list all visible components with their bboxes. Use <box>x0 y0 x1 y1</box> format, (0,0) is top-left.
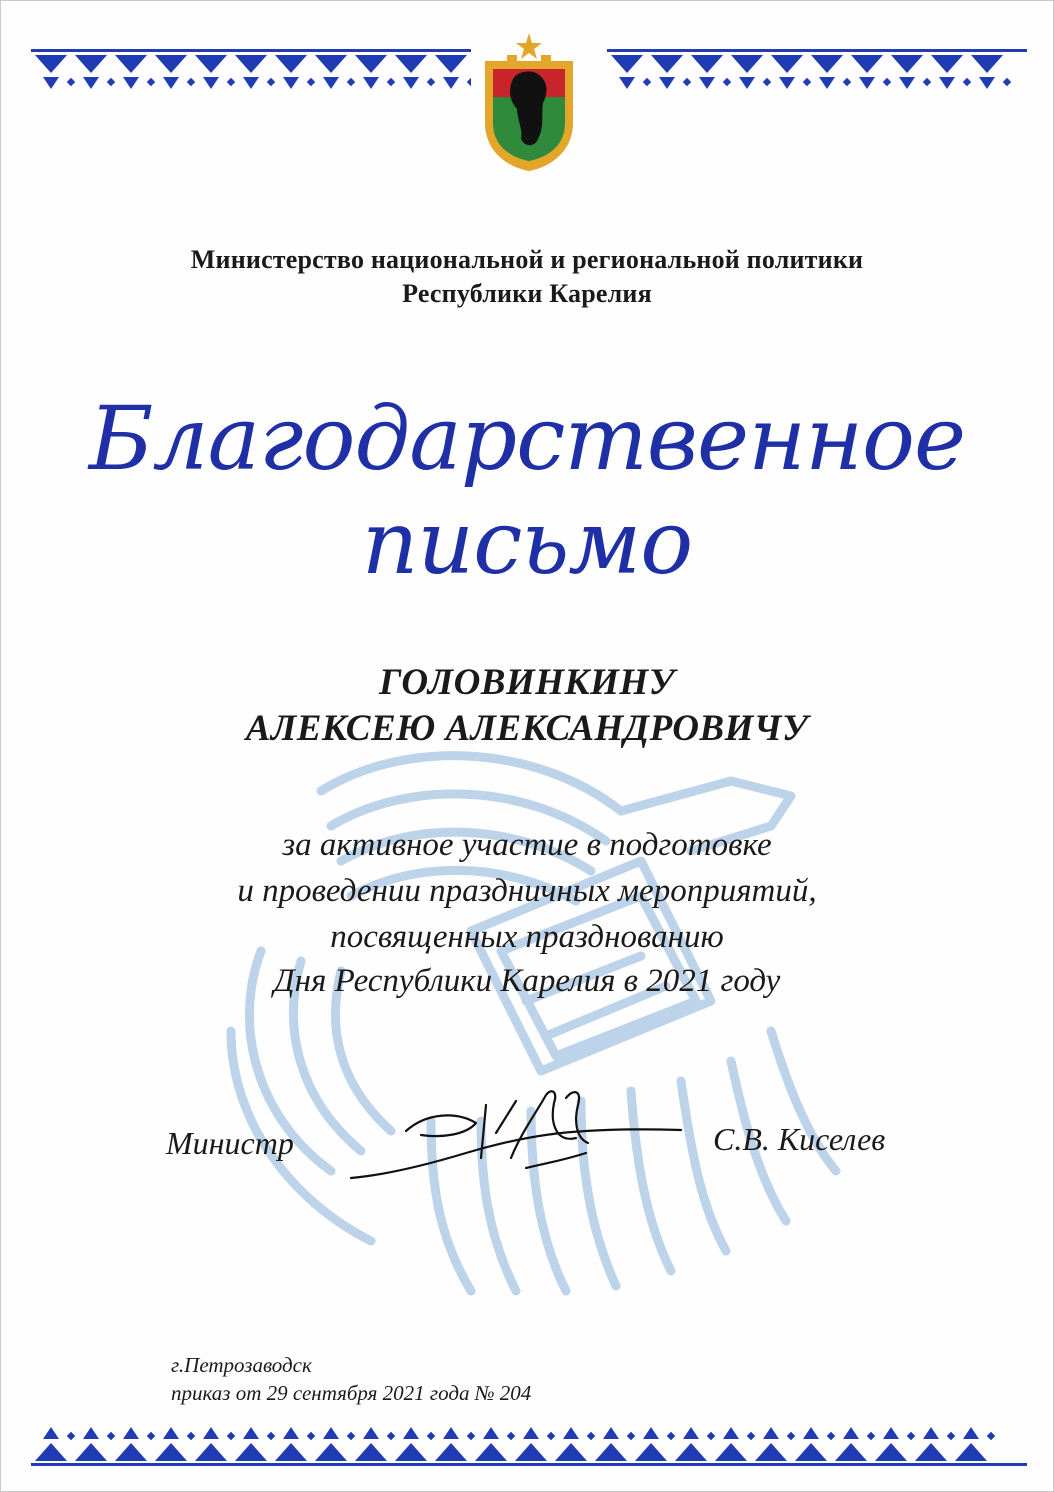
top-right-ornament <box>607 49 1027 101</box>
recipient-surname: ГОЛОВИНКИНУ <box>379 662 675 703</box>
title-line2: письмо <box>361 491 693 594</box>
top-left-ornament <box>31 49 471 101</box>
reason-line3: посвященных празднованию <box>330 919 724 955</box>
reason-line2: и проведении праздничных мероприятий, <box>237 873 817 909</box>
ministry-name-line2: Республики Карелия <box>402 279 652 308</box>
signer-name: С.В. Киселев <box>713 1121 886 1157</box>
order-reference: приказ от 29 сентября 2021 года № 204 <box>171 1381 532 1405</box>
issue-city: г.Петрозаводск <box>171 1353 312 1377</box>
ministry-name-line1: Министерство национальной и региональной политики <box>190 245 864 274</box>
title-line1: Благодарственное <box>88 387 966 490</box>
recipient-name: АЛЕКСЕЮ АЛЕКСАНДРОВИЧУ <box>245 708 809 749</box>
reason-line4: Дня Республики Карелия в 2021 году <box>273 963 781 999</box>
karelia-coat-of-arms <box>477 31 581 173</box>
bird-watermark <box>171 701 871 1311</box>
bottom-ornament <box>31 1419 1027 1475</box>
handwritten-signature <box>346 1083 691 1188</box>
reason-line1: за активное участие в подготовке <box>282 827 772 863</box>
signer-position: Министр <box>166 1125 294 1161</box>
